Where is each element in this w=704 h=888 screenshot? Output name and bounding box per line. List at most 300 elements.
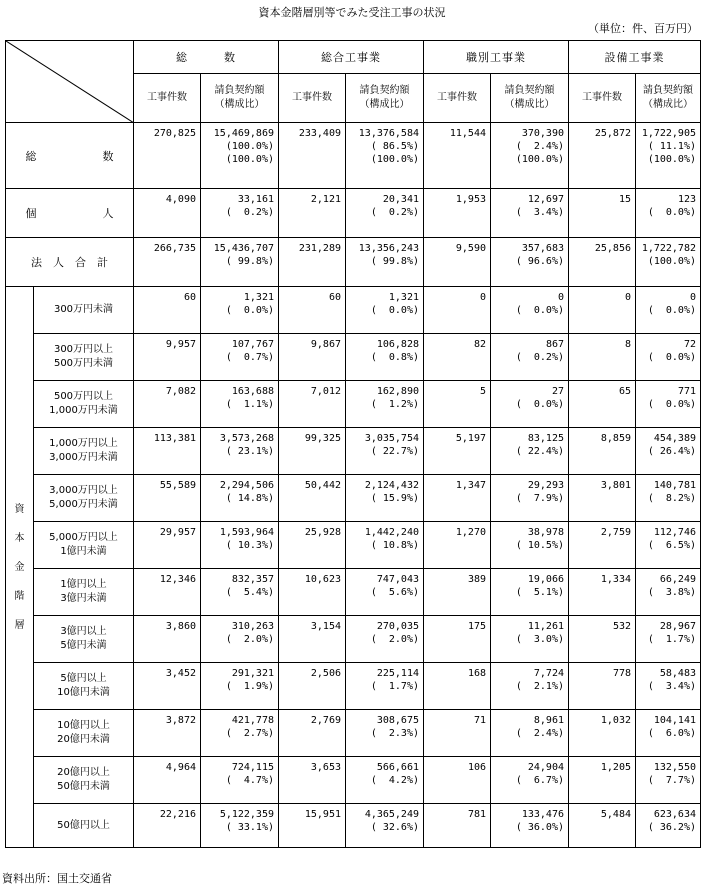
amount-value: ( 0.2%) (225, 207, 274, 219)
corner-cell (6, 41, 134, 123)
amount-value: 38,978 (527, 527, 564, 539)
amount-cell (636, 189, 701, 238)
bracket-label (34, 381, 134, 428)
amount-value: ( 6.5%) (647, 540, 696, 552)
amount-value: 225,114 (376, 668, 419, 680)
count-cell (424, 522, 491, 569)
count-value: 5 (479, 386, 486, 398)
count-value: 60 (183, 292, 196, 304)
count-cell (569, 238, 636, 287)
count-value: 4,090 (165, 194, 196, 206)
amount-value: ( 96.6%) (515, 256, 564, 268)
amount-header-line: （構成比） (214, 99, 265, 111)
bracket-label (34, 334, 134, 381)
amount-value: 58,483 (659, 668, 696, 680)
count-value: 15 (618, 194, 631, 206)
count-value: 2,769 (310, 715, 341, 727)
table-row (6, 757, 701, 804)
amount-cell (346, 569, 424, 616)
count-value: 9,590 (455, 243, 486, 255)
count-cell (134, 522, 201, 569)
count-cell (569, 475, 636, 522)
count-cell (134, 428, 201, 475)
count-cell (424, 238, 491, 287)
count-cell (569, 189, 636, 238)
count-value: 3,653 (310, 762, 341, 774)
count-value: 25,872 (594, 128, 631, 140)
unit-note: （単位：件、百万円） (588, 22, 698, 35)
bracket-text: 5,000万円未満 (49, 499, 118, 511)
amount-value: 4,365,249 (364, 809, 419, 821)
count-cell (424, 475, 491, 522)
table-row (6, 238, 701, 287)
bracket-text: 3億円以上 (60, 626, 107, 638)
count-value: 12,346 (159, 574, 196, 586)
amount-cell (201, 522, 279, 569)
count-cell (424, 334, 491, 381)
amount-value: ( 10.8%) (370, 540, 419, 552)
count-cell (569, 804, 636, 848)
amount-cell (201, 757, 279, 804)
bracket-text: 1,000万円以上 (49, 438, 118, 450)
amount-cell (636, 334, 701, 381)
amount-value: ( 2.7%) (225, 728, 274, 740)
count-cell (279, 238, 346, 287)
count-cell (424, 804, 491, 848)
count-value: 168 (467, 668, 486, 680)
bracket-text: 20億円未満 (57, 734, 110, 746)
amount-cell (201, 616, 279, 663)
count-cell (424, 757, 491, 804)
group-header: 設備工事業 (569, 41, 701, 74)
row-label (6, 123, 134, 189)
count-value: 9,957 (165, 339, 196, 351)
amount-value: ( 0.0%) (647, 305, 696, 317)
amount-cell (346, 804, 424, 848)
table-row (6, 616, 701, 663)
count-value: 781 (467, 809, 486, 821)
count-cell (279, 804, 346, 848)
group-header: 総 数 (134, 41, 279, 74)
count-value: 3,872 (165, 715, 196, 727)
amount-value: 140,781 (653, 480, 696, 492)
amount-value: ( 86.5%) (370, 141, 419, 153)
amount-cell (636, 238, 701, 287)
amount-value: 123 (677, 194, 696, 206)
count-value: 29,957 (159, 527, 196, 539)
amount-value: 133,476 (521, 809, 564, 821)
count-value: 3,452 (165, 668, 196, 680)
capital-label-char: 資 (14, 503, 25, 515)
table-row (6, 428, 701, 475)
bracket-text: 3,000万円以上 (49, 485, 118, 497)
amount-value: 15,436,707 (213, 243, 274, 255)
count-cell (134, 381, 201, 428)
count-cell (424, 428, 491, 475)
table-row (6, 123, 701, 189)
contract-table (5, 40, 701, 848)
count-value: 2,506 (310, 668, 341, 680)
amount-cell (346, 522, 424, 569)
count-cell (279, 616, 346, 663)
count-cell (134, 804, 201, 848)
count-value: 22,216 (159, 809, 196, 821)
bracket-text: 10億円以上 (57, 720, 110, 732)
amount-cell (491, 663, 569, 710)
amount-value: 162,890 (376, 386, 419, 398)
bracket-label (34, 757, 134, 804)
amount-value: ( 0.2%) (515, 352, 564, 364)
amount-cell (636, 663, 701, 710)
count-value: 8 (624, 339, 631, 351)
count-cell (134, 287, 201, 334)
amount-value: 291,321 (231, 668, 274, 680)
amount-value: ( 5.6%) (370, 587, 419, 599)
amount-cell (346, 238, 424, 287)
amount-value: ( 5.1%) (515, 587, 564, 599)
bracket-text: 10億円未満 (57, 687, 110, 699)
amount-value: ( 0.0%) (515, 399, 564, 411)
amount-value: 13,376,584 (358, 128, 419, 140)
bracket-text: 5億円未満 (60, 640, 107, 652)
amount-value: 1,321 (388, 292, 419, 304)
group-header: 総合工事業 (279, 41, 424, 74)
amount-value: ( 99.8%) (370, 256, 419, 268)
count-cell (134, 663, 201, 710)
amount-value: ( 32.6%) (370, 822, 419, 834)
amount-value: 83,125 (527, 433, 564, 445)
count-cell (424, 710, 491, 757)
count-cell (424, 663, 491, 710)
amount-value: 867 (545, 339, 564, 351)
count-cell (424, 381, 491, 428)
count-cell (134, 334, 201, 381)
amount-value: ( 11.1%) (647, 141, 696, 153)
bracket-text: 500万円以上 (53, 391, 114, 403)
amount-cell (201, 663, 279, 710)
amount-cell (491, 757, 569, 804)
table-row (6, 334, 701, 381)
amount-cell (491, 475, 569, 522)
table-row (6, 569, 701, 616)
count-header: 工事件数 (279, 74, 346, 123)
capital-label (6, 287, 34, 848)
amount-value: 106,828 (376, 339, 419, 351)
amount-cell (346, 710, 424, 757)
amount-value: 3,035,754 (364, 433, 419, 445)
amount-value: ( 8.2%) (647, 493, 696, 505)
count-cell (569, 428, 636, 475)
count-cell (279, 287, 346, 334)
amount-value: 3,573,268 (219, 433, 274, 445)
count-cell (424, 616, 491, 663)
count-cell (279, 522, 346, 569)
bracket-text: 3,000万円未満 (49, 452, 118, 464)
count-value: 15,951 (304, 809, 341, 821)
amount-cell (491, 616, 569, 663)
amount-value: 24,904 (527, 762, 564, 774)
amount-value: 107,767 (231, 339, 274, 351)
count-cell (569, 663, 636, 710)
amount-value: 454,389 (653, 433, 696, 445)
count-value: 25,856 (594, 243, 631, 255)
bracket-text: 1億円以上 (60, 579, 107, 591)
count-value: 5,197 (455, 433, 486, 445)
count-value: 2,121 (310, 194, 341, 206)
amount-cell (201, 569, 279, 616)
count-cell (569, 757, 636, 804)
count-cell (424, 287, 491, 334)
count-cell (279, 710, 346, 757)
amount-value: ( 0.0%) (370, 305, 419, 317)
count-value: 7,082 (165, 386, 196, 398)
amount-header (201, 74, 279, 123)
amount-value: ( 3.4%) (647, 681, 696, 693)
amount-value: 15,469,869 (213, 128, 274, 140)
amount-value: 72 (683, 339, 696, 351)
count-value: 9,867 (310, 339, 341, 351)
count-value: 1,953 (455, 194, 486, 206)
amount-cell (201, 238, 279, 287)
amount-cell (491, 189, 569, 238)
bracket-text: 500万円未満 (53, 358, 114, 370)
count-cell (279, 569, 346, 616)
amount-header (636, 74, 701, 123)
amount-value: ( 15.9%) (370, 493, 419, 505)
bracket-label (34, 569, 134, 616)
amount-value: (100.0%) (647, 256, 696, 268)
count-cell (279, 123, 346, 189)
amount-value: ( 3.0%) (515, 634, 564, 646)
amount-value: 104,141 (653, 715, 696, 727)
amount-value: ( 7.9%) (515, 493, 564, 505)
count-cell (279, 757, 346, 804)
bracket-label (34, 710, 134, 757)
amount-cell (201, 381, 279, 428)
amount-value: ( 26.4%) (647, 446, 696, 458)
amount-cell (346, 757, 424, 804)
amount-value: 357,683 (521, 243, 564, 255)
amount-header-line: 請負契約額 (359, 85, 410, 97)
amount-value: ( 2.0%) (225, 634, 274, 646)
count-value: 3,860 (165, 621, 196, 633)
count-cell (569, 381, 636, 428)
count-cell (134, 710, 201, 757)
bracket-text: 5,000万円以上 (49, 532, 118, 544)
amount-header (346, 74, 424, 123)
amount-value: 270,035 (376, 621, 419, 633)
count-value: 3,801 (600, 480, 631, 492)
table-row (6, 189, 701, 238)
amount-value: 724,115 (231, 762, 274, 774)
count-cell (134, 569, 201, 616)
amount-header-line: 請負契約額 (214, 85, 265, 97)
count-cell (279, 189, 346, 238)
row-label (6, 189, 134, 238)
row-label-text: 総 数 (25, 149, 114, 163)
amount-cell (636, 381, 701, 428)
amount-value: ( 99.8%) (225, 256, 274, 268)
amount-value: 421,778 (231, 715, 274, 727)
amount-value: ( 2.0%) (370, 634, 419, 646)
amount-value: 2,124,432 (364, 480, 419, 492)
capital-label-char: 金 (14, 561, 25, 573)
amount-cell (201, 189, 279, 238)
amount-cell (491, 381, 569, 428)
amount-value: 771 (677, 386, 696, 398)
row-label-text: 法 人 合 計 (31, 256, 108, 270)
amount-value: ( 3.4%) (515, 207, 564, 219)
count-value: 270,825 (153, 128, 196, 140)
amount-value: ( 0.0%) (647, 352, 696, 364)
count-value: 233,409 (298, 128, 341, 140)
count-value: 0 (479, 292, 486, 304)
amount-value: 1,722,782 (641, 243, 696, 255)
count-value: 1,270 (455, 527, 486, 539)
amount-value: ( 5.4%) (225, 587, 274, 599)
amount-cell (636, 428, 701, 475)
amount-value: ( 6.0%) (647, 728, 696, 740)
count-value: 2,759 (600, 527, 631, 539)
bracket-label (34, 287, 134, 334)
amount-cell (636, 522, 701, 569)
amount-value: ( 23.1%) (225, 446, 274, 458)
amount-value: ( 7.7%) (647, 775, 696, 787)
count-cell (569, 123, 636, 189)
amount-value: 19,066 (527, 574, 564, 586)
amount-cell (346, 381, 424, 428)
bracket-text: 5億円以上 (60, 673, 107, 685)
amount-value: ( 0.2%) (370, 207, 419, 219)
amount-cell (201, 287, 279, 334)
capital-label-char: 層 (14, 619, 25, 631)
bracket-label (34, 804, 134, 848)
amount-cell (201, 123, 279, 189)
amount-value: ( 22.4%) (515, 446, 564, 458)
amount-cell (491, 428, 569, 475)
count-cell (279, 428, 346, 475)
table-row (6, 710, 701, 757)
count-cell (569, 287, 636, 334)
count-cell (569, 616, 636, 663)
amount-value: 370,390 (521, 128, 564, 140)
amount-value: ( 0.0%) (647, 207, 696, 219)
amount-cell (636, 710, 701, 757)
amount-value: 832,357 (231, 574, 274, 586)
diagonal-line (6, 41, 133, 122)
amount-value: 29,293 (527, 480, 564, 492)
amount-value: ( 0.8%) (370, 352, 419, 364)
count-cell (279, 475, 346, 522)
amount-cell (346, 616, 424, 663)
amount-cell (201, 428, 279, 475)
amount-value: ( 22.7%) (370, 446, 419, 458)
amount-cell (636, 287, 701, 334)
amount-cell (491, 522, 569, 569)
amount-cell (201, 475, 279, 522)
amount-cell (346, 663, 424, 710)
amount-cell (201, 804, 279, 848)
amount-value: 0 (689, 292, 696, 304)
amount-value: 5,122,359 (219, 809, 274, 821)
bracket-label (34, 428, 134, 475)
count-header: 工事件数 (569, 74, 636, 123)
amount-cell (491, 123, 569, 189)
amount-value: ( 0.7%) (225, 352, 274, 364)
amount-value: ( 0.0%) (647, 399, 696, 411)
amount-value: 623,634 (653, 809, 696, 821)
count-cell (134, 475, 201, 522)
amount-value: (100.0%) (225, 154, 274, 166)
bracket-label (34, 616, 134, 663)
count-value: 55,589 (159, 480, 196, 492)
capital-label-char: 階 (14, 590, 25, 602)
amount-value: 20,341 (382, 194, 419, 206)
capital-label-char: 本 (14, 532, 25, 544)
amount-value: ( 33.1%) (225, 822, 274, 834)
count-cell (134, 123, 201, 189)
amount-value: ( 2.4%) (515, 141, 564, 153)
amount-cell (636, 804, 701, 848)
header-row-groups (6, 41, 701, 74)
amount-value: 1,722,905 (641, 128, 696, 140)
amount-cell (636, 757, 701, 804)
amount-value: ( 0.0%) (225, 305, 274, 317)
count-cell (569, 569, 636, 616)
amount-value: 8,961 (533, 715, 564, 727)
amount-value: ( 0.0%) (515, 305, 564, 317)
amount-cell (346, 189, 424, 238)
amount-value: ( 6.7%) (515, 775, 564, 787)
amount-value: ( 1.9%) (225, 681, 274, 693)
count-cell (424, 189, 491, 238)
count-value: 5,484 (600, 809, 631, 821)
count-cell (424, 569, 491, 616)
amount-value: 66,249 (659, 574, 696, 586)
table-row (6, 381, 701, 428)
amount-value: 308,675 (376, 715, 419, 727)
table-title: 資本金階層別等でみた受注工事の状況 (258, 6, 446, 19)
count-value: 3,154 (310, 621, 341, 633)
count-value: 1,205 (600, 762, 631, 774)
amount-value: 33,161 (237, 194, 274, 206)
amount-value: ( 36.2%) (647, 822, 696, 834)
amount-value: 7,724 (533, 668, 564, 680)
count-cell (569, 710, 636, 757)
source-note: 資料出所：国土交通省 (2, 872, 112, 885)
amount-cell (346, 428, 424, 475)
count-value: 231,289 (298, 243, 341, 255)
count-cell (134, 616, 201, 663)
count-value: 71 (473, 715, 486, 727)
amount-cell (201, 710, 279, 757)
amount-value: 112,746 (653, 527, 696, 539)
row-label-text: 個 人 (25, 207, 114, 221)
bracket-label (34, 522, 134, 569)
amount-cell (636, 616, 701, 663)
amount-value: ( 3.8%) (647, 587, 696, 599)
amount-cell (201, 334, 279, 381)
amount-header-line: （構成比） (359, 99, 410, 111)
count-cell (569, 522, 636, 569)
amount-value: 747,043 (376, 574, 419, 586)
count-cell (279, 663, 346, 710)
amount-cell (636, 569, 701, 616)
amount-cell (346, 123, 424, 189)
amount-value: ( 4.7%) (225, 775, 274, 787)
amount-value: (100.0%) (370, 154, 419, 166)
amount-value: 132,550 (653, 762, 696, 774)
